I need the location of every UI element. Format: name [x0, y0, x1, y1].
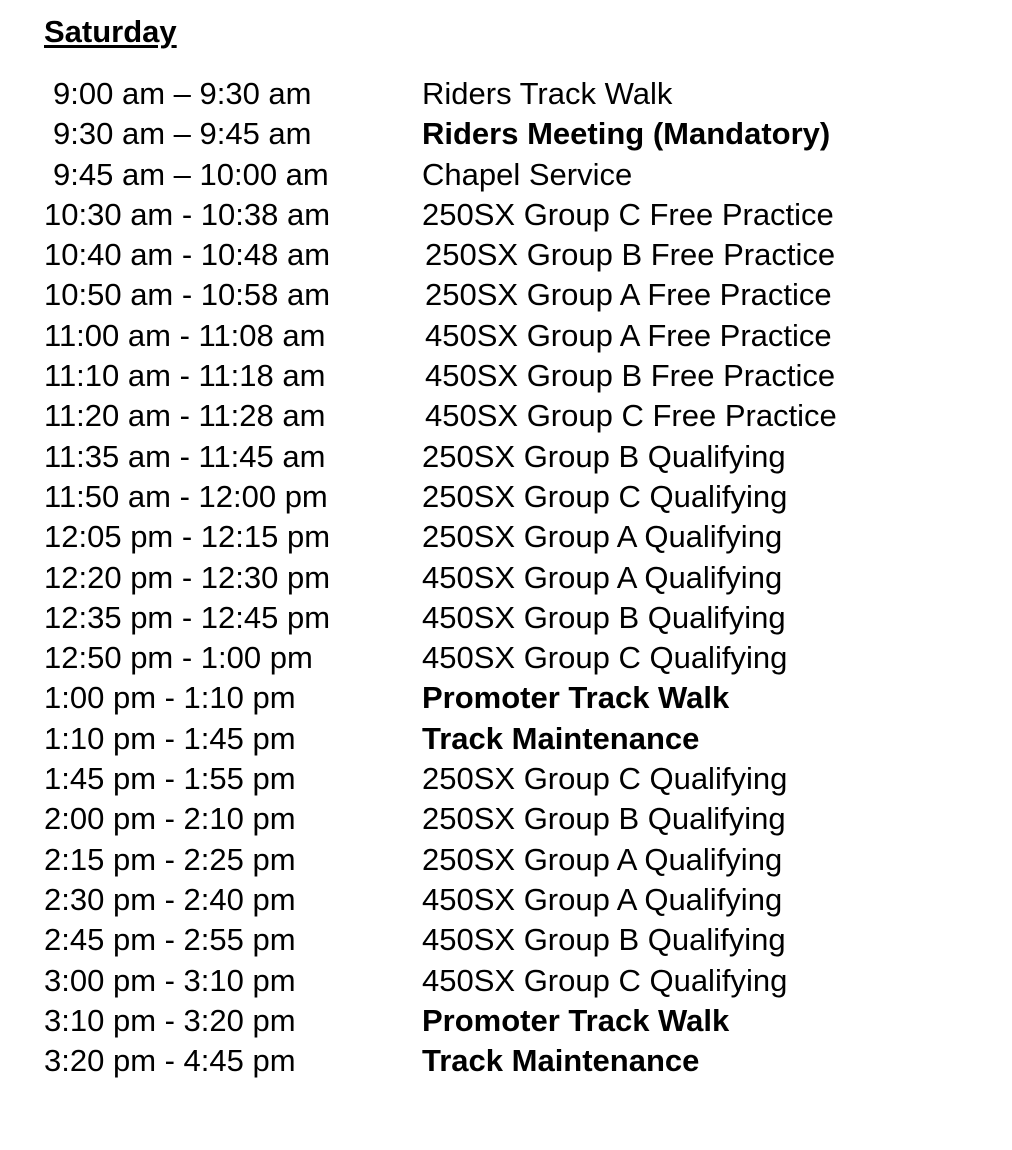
schedule-row: [0, 437, 1012, 477]
time-range: 11:50 am - 12:00 pm: [44, 478, 328, 514]
schedule-row: [0, 840, 1012, 880]
schedule-row: [0, 1001, 1012, 1041]
event-name: 250SX Group A Qualifying: [422, 519, 783, 555]
event-name: 250SX Group A Free Practice: [425, 277, 832, 313]
time-range: 12:50 pm - 1:00 pm: [44, 640, 313, 676]
event-name: Track Maintenance: [422, 720, 700, 756]
time-range: 11:35 am - 11:45 am: [44, 438, 326, 474]
event-name: 250SX Group C Free Practice: [422, 196, 834, 232]
event-name: Riders Track Walk: [422, 76, 673, 111]
schedule-row: [0, 598, 1012, 638]
event-name: 250SX Group A Qualifying: [422, 841, 783, 877]
time-range: 3:00 pm - 3:10 pm: [44, 962, 296, 998]
schedule-row: [0, 799, 1012, 839]
time-range: 2:15 pm - 2:25 pm: [44, 841, 296, 877]
event-name: 450SX Group C Free Practice: [425, 398, 837, 434]
schedule-row: [0, 517, 1012, 557]
time-range: 11:10 am - 11:18 am: [44, 358, 326, 394]
time-range: 9:45 am – 10:00 am: [53, 156, 329, 192]
schedule-row: [0, 275, 1012, 315]
time-range: 1:10 pm - 1:45 pm: [44, 720, 296, 756]
schedule-row: [0, 356, 1012, 396]
schedule-row: [0, 74, 1012, 114]
event-name: Chapel Service: [422, 156, 633, 192]
event-name: Promoter Track Walk: [422, 1002, 730, 1038]
schedule-row: [0, 961, 1012, 1001]
schedule-row: [0, 759, 1012, 799]
time-range: 1:00 pm - 1:10 pm: [44, 680, 296, 716]
schedule-row: [0, 114, 1012, 154]
event-name: 450SX Group B Qualifying: [422, 599, 786, 635]
schedule-row: [0, 316, 1012, 356]
event-name: 450SX Group A Free Practice: [425, 317, 832, 353]
event-name: 250SX Group C Qualifying: [422, 761, 788, 797]
event-name: 450SX Group B Qualifying: [422, 922, 786, 958]
event-name: 450SX Group A Qualifying: [422, 559, 783, 595]
time-range: 9:00 am – 9:30 am: [53, 76, 312, 111]
schedule-row: [0, 477, 1012, 517]
time-range: 12:05 pm - 12:15 pm: [44, 519, 331, 555]
event-name: 450SX Group A Qualifying: [422, 881, 783, 917]
event-name: 450SX Group C Qualifying: [422, 962, 788, 998]
time-range: 12:20 pm - 12:30 pm: [44, 559, 331, 595]
schedule-row: [0, 678, 1012, 718]
time-range: 3:10 pm - 3:20 pm: [44, 1002, 296, 1038]
schedule-row: [0, 1041, 1012, 1081]
schedule-row: [0, 155, 1012, 195]
time-range: 12:35 pm - 12:45 pm: [44, 599, 331, 635]
time-range: 3:20 pm - 4:45 pm: [44, 1043, 296, 1079]
time-range: 10:30 am - 10:38 am: [44, 196, 331, 232]
time-range: 11:00 am - 11:08 am: [44, 317, 326, 353]
schedule-row: [0, 235, 1012, 275]
event-name: Track Maintenance: [422, 1043, 700, 1079]
schedule-row: [0, 195, 1012, 235]
event-name: Promoter Track Walk: [422, 680, 730, 716]
time-range: 9:30 am – 9:45 am: [53, 116, 312, 152]
event-name: 250SX Group B Qualifying: [422, 801, 786, 837]
schedule-row: [0, 880, 1012, 920]
schedule-row: [0, 558, 1012, 598]
time-range: 2:45 pm - 2:55 pm: [44, 922, 296, 958]
time-range: 11:20 am - 11:28 am: [44, 398, 326, 434]
schedule-row: [0, 920, 1012, 960]
event-name: 250SX Group B Free Practice: [425, 237, 836, 273]
event-name: 250SX Group C Qualifying: [422, 478, 788, 514]
day-title: Saturday: [44, 14, 177, 49]
event-name: Riders Meeting (Mandatory): [422, 116, 831, 152]
schedule-list: [0, 74, 1012, 1081]
event-name: 450SX Group B Free Practice: [425, 358, 836, 394]
schedule-row: [0, 719, 1012, 759]
time-range: 1:45 pm - 1:55 pm: [44, 761, 296, 797]
event-name: 250SX Group B Qualifying: [422, 438, 786, 474]
time-range: 2:00 pm - 2:10 pm: [44, 801, 296, 837]
time-range: 10:40 am - 10:48 am: [44, 237, 331, 273]
event-name: 450SX Group C Qualifying: [422, 640, 788, 676]
time-range: 10:50 am - 10:58 am: [44, 277, 331, 313]
time-range: 2:30 pm - 2:40 pm: [44, 881, 296, 917]
schedule-row: [0, 638, 1012, 678]
schedule-row: [0, 396, 1012, 436]
